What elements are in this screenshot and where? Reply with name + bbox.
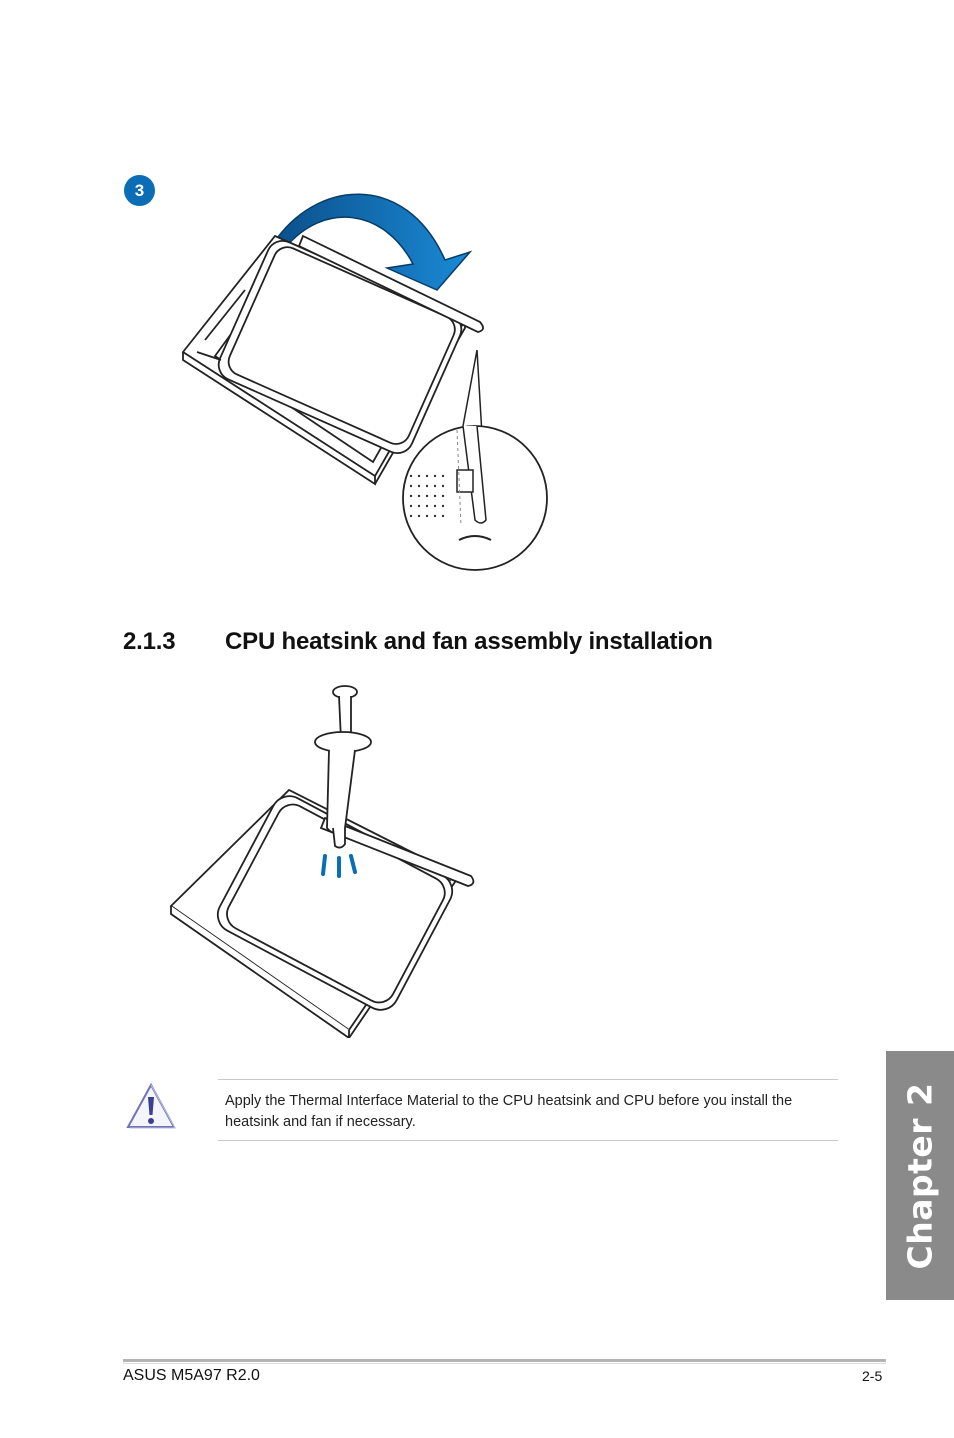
- warning-triangle-icon: [125, 1081, 177, 1131]
- footer-product-name: ASUS M5A97 R2.0: [123, 1367, 260, 1384]
- footer-page-number: 2-5: [862, 1368, 883, 1384]
- note-text: Apply the Thermal Interface Material to the CPU heatsink and CPU before you install the heatsink and fan if necessary.: [225, 1093, 793, 1130]
- footer-divider-thin: [123, 1363, 886, 1364]
- paste-drop-icon: [323, 856, 325, 874]
- socket-lever-illustration: [175, 180, 560, 580]
- footer-divider: [123, 1359, 886, 1362]
- section-heading: [123, 628, 713, 656]
- section-title: CPU heatsink and fan assembly installation: [225, 628, 713, 655]
- section-number: 2.1.3: [123, 628, 176, 655]
- chapter-tab: [886, 1051, 954, 1300]
- step-number-badge: 3: [124, 175, 155, 206]
- chapter-tab-label: Chapter 2: [900, 1082, 940, 1269]
- thermal-paste-illustration: [165, 678, 485, 1038]
